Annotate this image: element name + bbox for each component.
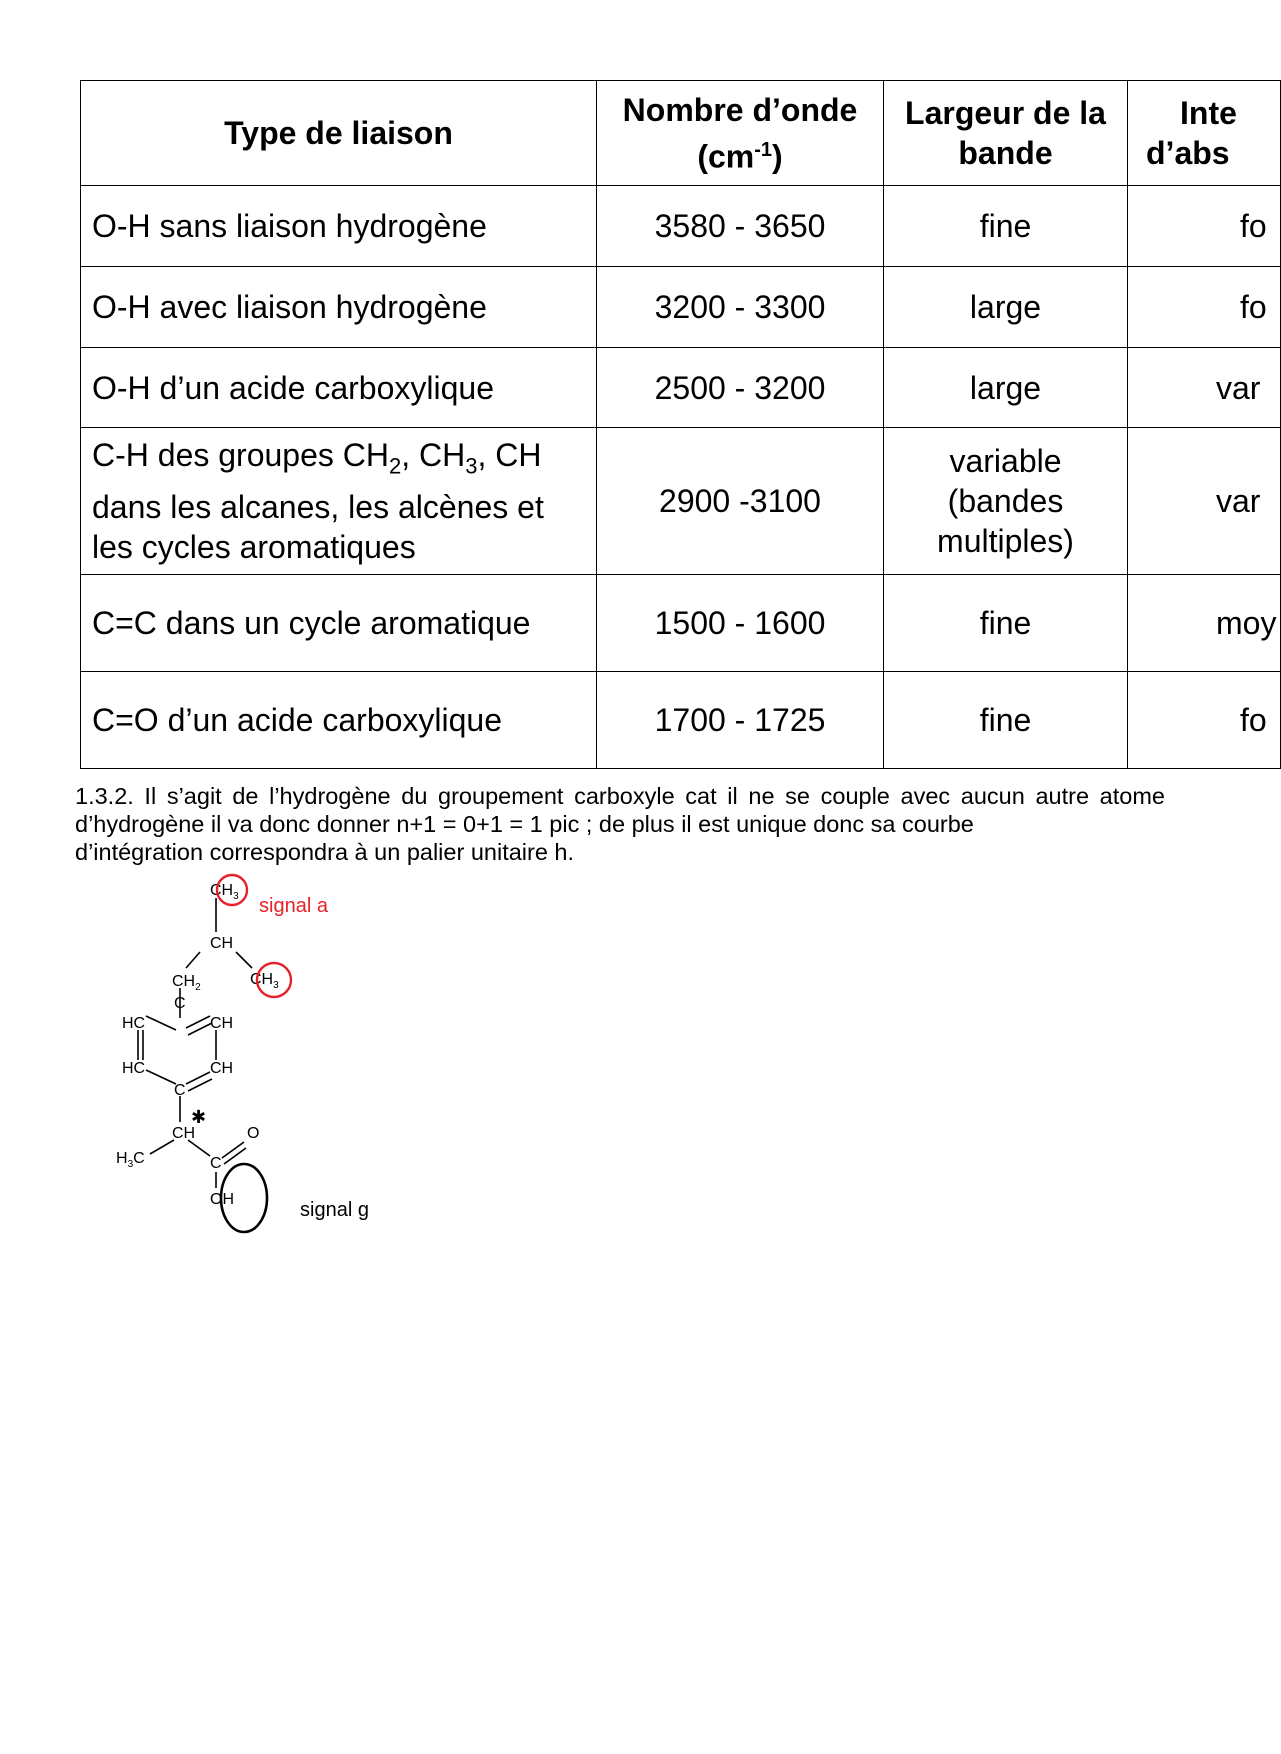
header-band-width: Largeur de la bande	[884, 81, 1128, 186]
explanation-paragraph	[75, 782, 1165, 866]
cell-intensity: var	[1128, 428, 1281, 575]
molecule-atom-labels	[116, 882, 279, 1208]
cell-width: fine	[884, 575, 1128, 672]
header-type: Type de liaison	[81, 81, 597, 186]
cell-width: large	[884, 348, 1128, 428]
table-header-row	[81, 81, 1281, 186]
cell-width: fine	[884, 672, 1128, 769]
ir-absorption-table	[80, 80, 1281, 769]
table-row	[81, 428, 1281, 575]
cell-wavenumber: 3200 - 3300	[597, 267, 884, 348]
hc-left-top-label: HC	[122, 1015, 146, 1032]
cell-intensity: fo	[1128, 186, 1281, 267]
table-row	[81, 575, 1281, 672]
cell-type: O-H d’un acide carboxylique	[81, 348, 597, 428]
paragraph-body: 1.3.2. Il s’agit de l’hydrogène du groupement carboxyle cat il ne se couple avec aucun autre atome d’hydrogène il va donc donner n+1 = 0+1 = 1 pic ; de plus il est unique donc sa courbe	[75, 783, 1165, 837]
table-row	[81, 672, 1281, 769]
oh-label: OH	[210, 1191, 234, 1208]
ch-branch-label: CH	[210, 935, 234, 952]
cell-intensity: fo	[1128, 267, 1281, 348]
table-row	[81, 348, 1281, 428]
c-carboxyl-label: C	[210, 1155, 222, 1172]
cell-width: large	[884, 267, 1128, 348]
cell-type: C=C dans un cycle aromatique	[81, 575, 597, 672]
cell-type: O-H sans liaison hydrogène	[81, 186, 597, 267]
table-row	[81, 186, 1281, 267]
header-wavenumber: Nombre d’onde $(cm^{-1})$	[597, 81, 884, 186]
cell-wavenumber: 2900 -3100	[597, 428, 884, 575]
cell-intensity: moy	[1128, 575, 1281, 672]
table-row	[81, 267, 1281, 348]
chiral-star-icon: ✱	[191, 1107, 207, 1127]
h3c-label: $H_3C$	[116, 1150, 145, 1170]
cell-type: O-H avec liaison hydrogène	[81, 267, 597, 348]
c-ring-top-label: C	[174, 995, 186, 1012]
ch-right-top-label: CH	[210, 1015, 234, 1032]
header-intensity: Inte d’abs	[1128, 81, 1281, 186]
o-double-label: O	[247, 1125, 260, 1142]
ir-table-container	[80, 80, 1277, 772]
cell-wavenumber: 1700 - 1725	[597, 672, 884, 769]
ch2-label: $CH_2$	[172, 973, 201, 993]
cell-width: fine	[884, 186, 1128, 267]
cell-width: variable (bandes multiples)	[884, 428, 1128, 575]
signal-a-label: signal a	[259, 895, 328, 917]
cell-wavenumber: 1500 - 1600	[597, 575, 884, 672]
molecule-bonds	[138, 898, 252, 1188]
cell-intensity: var	[1128, 348, 1281, 428]
cell-wavenumber: 3580 - 3650	[597, 186, 884, 267]
c-ring-bottom-label: C	[174, 1082, 186, 1099]
hc-left-bottom-label: HC	[122, 1060, 146, 1077]
molecule-structure-diagram	[0, 870, 420, 1240]
signal-g-label: signal g	[300, 1199, 369, 1221]
cell-type: C-H des groupes $CH_2$, $CH_3$, CH dans les alcanes, les alcènes et les cycles aromatiques	[81, 428, 597, 575]
cell-intensity: fo	[1128, 672, 1281, 769]
cell-type: C=O d’un acide carboxylique	[81, 672, 597, 769]
cell-wavenumber: 2500 - 3200	[597, 348, 884, 428]
paragraph-last-line: d’intégration correspondra à un palier unitaire h.	[75, 839, 575, 865]
ch-chiral-label: CH	[172, 1125, 196, 1142]
ch3-right-label: $CH_3$	[250, 971, 279, 991]
ch3-top-label: $CH_3$	[210, 882, 239, 902]
ch-right-bottom-label: CH	[210, 1060, 234, 1077]
